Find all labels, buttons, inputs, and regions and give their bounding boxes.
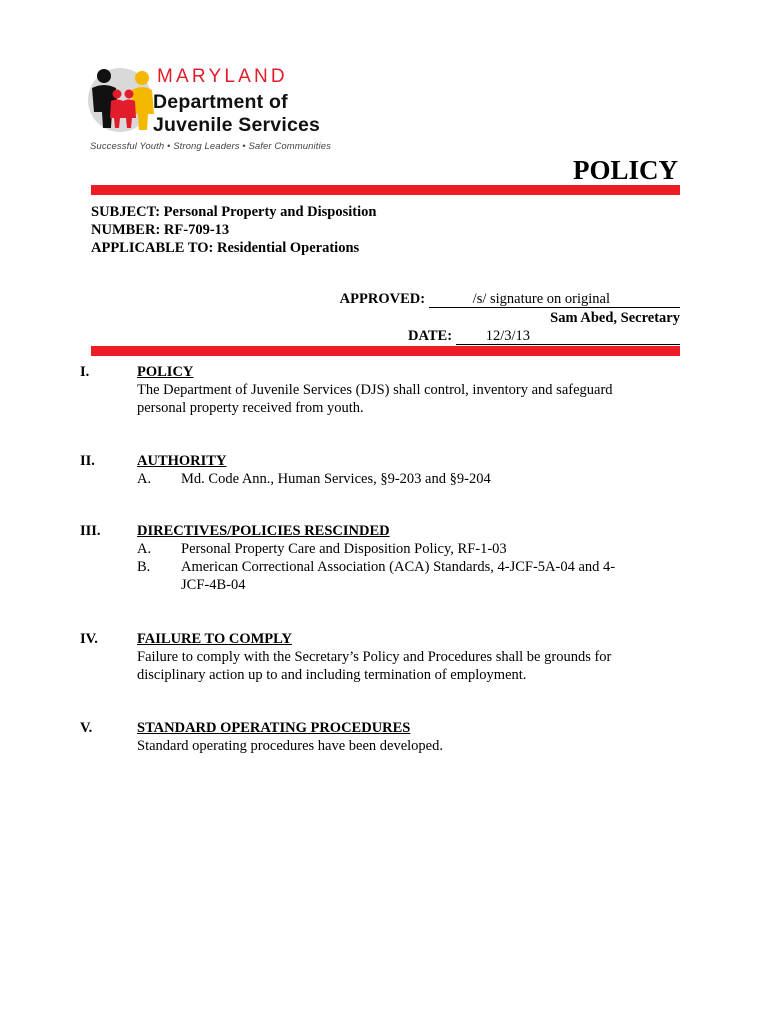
- approver-name: Sam Abed, Secretary: [550, 310, 680, 326]
- item-letter: A.: [137, 471, 152, 487]
- logo-state: MARYLAND: [157, 66, 288, 87]
- section-number: I.: [80, 364, 90, 380]
- document-type-title: POLICY: [572, 155, 678, 185]
- logo-tagline: Successful Youth • Strong Leaders • Safer Communities: [90, 141, 331, 152]
- item-letter: A.: [137, 541, 152, 557]
- section-title: DIRECTIVES/POLICIES RESCINDED: [137, 523, 390, 539]
- number-value: RF-709-13: [163, 222, 230, 238]
- applicable-label: APPLICABLE TO:: [91, 240, 214, 256]
- section-number: IV.: [80, 631, 98, 647]
- subject-line: [91, 203, 376, 221]
- section-failure-to-comply: [137, 630, 642, 684]
- date-value: 12/3/13: [456, 328, 680, 345]
- item-text: Md. Code Ann., Human Services, §9-203 and §9-204: [181, 471, 491, 487]
- list-item: [137, 470, 657, 488]
- section-text: Failure to comply with the Secretary’s Policy and Procedures shall be grounds for disciplinary action up to and including termination of employment.: [137, 649, 612, 683]
- approved-line: [340, 290, 680, 308]
- section-number: V.: [80, 720, 93, 736]
- number-label: NUMBER:: [91, 222, 161, 238]
- item-text: Personal Property Care and Disposition Policy, RF-1-03: [181, 541, 507, 557]
- header-rule-bottom: [91, 346, 680, 356]
- applicable-line: [91, 239, 359, 257]
- applicable-value: Residential Operations: [216, 240, 360, 256]
- logo-dept-line1: Department of: [153, 91, 288, 113]
- date-line: [408, 327, 680, 345]
- item-letter: B.: [137, 559, 151, 575]
- section-title: AUTHORITY: [137, 453, 227, 469]
- header-rule-top: [91, 185, 680, 195]
- section-directives-rescinded: [137, 522, 657, 594]
- section-title: FAILURE TO COMPLY: [137, 631, 292, 647]
- logo-dept-line2: Juvenile Services: [153, 114, 321, 136]
- section-number: II.: [80, 453, 95, 469]
- subject-value: Personal Property and Disposition: [163, 204, 377, 220]
- subject-label: SUBJECT:: [91, 204, 161, 220]
- section-standard-operating-procedures: [137, 719, 657, 755]
- section-text: Standard operating procedures have been developed.: [137, 738, 443, 754]
- approved-label: APPROVED:: [339, 291, 426, 307]
- family-logo-icon: [84, 64, 164, 136]
- section-text: The Department of Juvenile Services (DJS) shall control, inventory and safeguard personal property received from youth.: [137, 382, 613, 416]
- approved-signature: /s/ signature on original: [429, 291, 680, 308]
- list-item: [137, 540, 657, 558]
- list-item: [137, 558, 657, 594]
- item-text: American Correctional Association (ACA) Standards, 4-JCF-5A-04 and 4-JCF-4B-04: [181, 559, 616, 593]
- number-line: [91, 221, 229, 239]
- date-label: DATE:: [408, 328, 453, 344]
- section-policy: [137, 363, 657, 417]
- section-title: POLICY: [137, 364, 194, 380]
- section-title: STANDARD OPERATING PROCEDURES: [137, 720, 411, 736]
- section-authority: [137, 452, 657, 488]
- section-number: III.: [80, 523, 101, 539]
